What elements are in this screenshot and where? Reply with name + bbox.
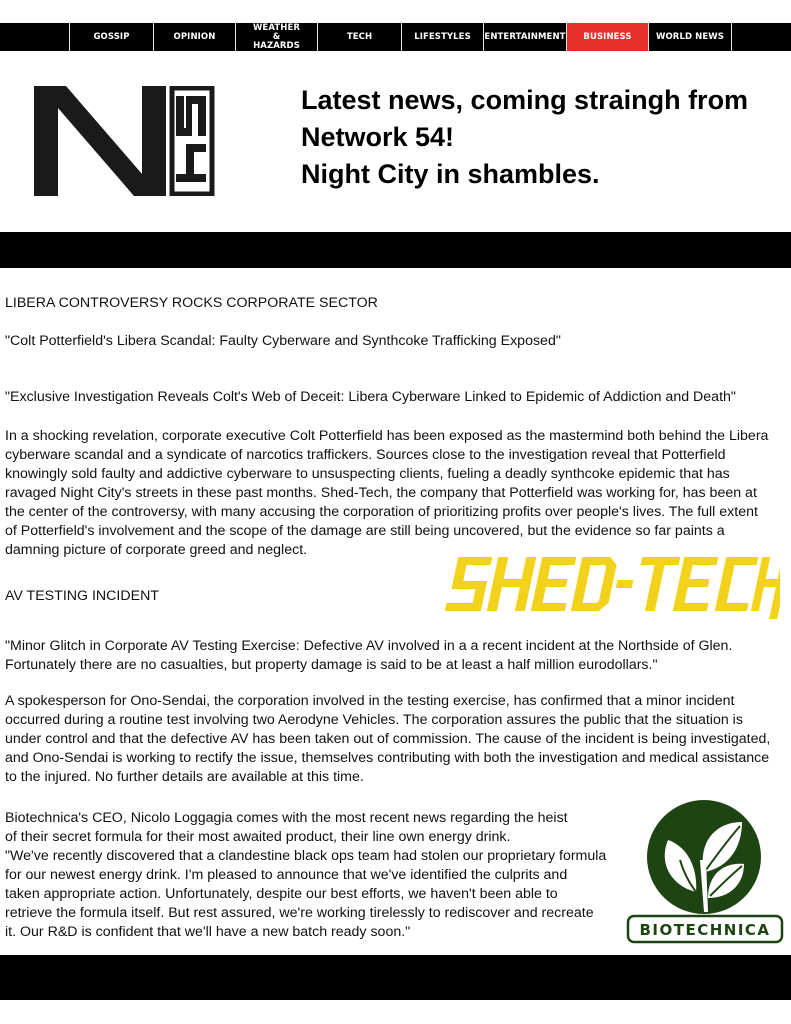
article-body-line: In a shocking revelation, corporate executive Colt Potterfield has been exposed as the mastermind both behind the Libera [5,428,769,444]
article-body-line: of Potterfield's involvement and the scope of the damage are still being uncovered, but the evidence so far paints a [5,523,725,539]
shedtech-logo-icon [440,549,780,625]
article-body-line: occurred during a routine test involving two Aerodyne Vehicles. The corporation assures the public that the situation is [5,712,743,728]
article-quote-line: "Minor Glitch in Corporate AV Testing Exercise: Defective AV involved in a a recent incident at the Northside of Glen. [5,638,733,654]
section-title-av-testing: AV TESTING INCIDENT [5,588,159,604]
article-body-line: ravaged Night City's streets in these past months. Shed-Tech, the company that Potterfield was working for, has been at [5,485,757,501]
article-body-line: knowingly sold faulty and addictive cyberware to unsuspecting clients, fueling a deadly synthcoke epidemic that has [5,466,730,482]
nav-item-weather-hazards[interactable]: WEATHER & HAZARDS [235,23,317,51]
section-title-libera: LIBERA CONTROVERSY ROCKS CORPORATE SECTOR [5,295,378,311]
article-body-line: the center of the controversy, with many accusing the corporation of prioritizing profits over people's lives. The full extent [5,504,758,520]
article-body-line: A spokesperson for Ono-Sendai, the corporation involved in the testing exercise, has confirmed that a minor incident [5,693,735,709]
biotechnica-logo-icon [624,800,786,946]
article-body-line: taken appropriate action. Unfortunately, despite our best efforts, we haven't been able to [5,886,558,902]
article-body-line: to the injured. No further details are available at this time. [5,769,364,785]
article-body-line: damning picture of corporate greed and neglect. [5,542,308,558]
article-subtitle-libera: "Colt Potterfield's Libera Scandal: Faulty Cyberware and Synthcoke Trafficking Exposed" [5,333,561,349]
headline-line-1: Latest news, coming straingh from [301,85,749,115]
article-body-line: cyberware scandal and a syndicate of narcotics traffickers. Sources close to the investigation reveal that Potterfield [5,447,726,463]
headline-line-2: Network 54! [301,122,455,152]
n54-logo-icon[interactable] [34,86,216,196]
nav-item-gossip[interactable]: GOSSIP [69,23,153,51]
article-body-line: Biotechnica's CEO, Nicolo Loggagia comes with the most recent news regarding the heist [5,810,568,826]
nav-item-business[interactable]: BUSINESS [566,23,648,51]
top-nav-bar [0,23,791,51]
header-divider-bar [0,232,791,268]
biotechnica-logo-text: BIOTECHNICA [639,921,771,939]
nav-item-world-news[interactable]: WORLD NEWS [648,23,731,51]
headline-line-3: Night City in shambles. [301,159,600,189]
nav-item-opinion[interactable]: OPINION [153,23,235,51]
article-body-line: under control and that the defective AV has been taken out of commission. The cause of the incident is being investigated, [5,731,771,747]
footer-bar [0,955,791,1000]
article-headline-libera: "Exclusive Investigation Reveals Colt's Web of Deceit: Libera Cyberware Linked to Epidemic of Addiction and Death" [5,389,736,405]
site-headline [301,82,781,193]
nav-item-lifestyles[interactable]: LIFESTYLES [401,23,483,51]
article-body-line: it. Our R&D is confident that we'll have a new batch ready soon." [5,924,411,940]
article-body-line: for our newest energy drink. I'm pleased to announce that we've identified the culprits and [5,867,568,883]
article-body-line: of their secret formula for their most awaited product, their line own energy drink. [5,829,511,845]
nav-item-tech[interactable]: TECH [317,23,401,51]
article-quote-line: Fortunately there are no casualties, but property damage is said to be at least a half million eurodollars." [5,657,658,673]
article-body-line: and Ono-Sendai is working to rectify the issue, themselves contributing with both the investigation and medical assistance [5,750,770,766]
nav-divider [731,23,732,51]
shedtech-logo-text: SHED-TECH [440,549,446,550]
article-body-line: retrieve the formula itself. But rest assured, we're working tirelessly to rediscover and recreate [5,905,594,921]
nav-item-entertainment[interactable]: ENTERTAINMENT [483,23,566,51]
article-body-line: "We've recently discovered that a clandestine black ops team had stolen our proprietary formula [5,848,607,864]
